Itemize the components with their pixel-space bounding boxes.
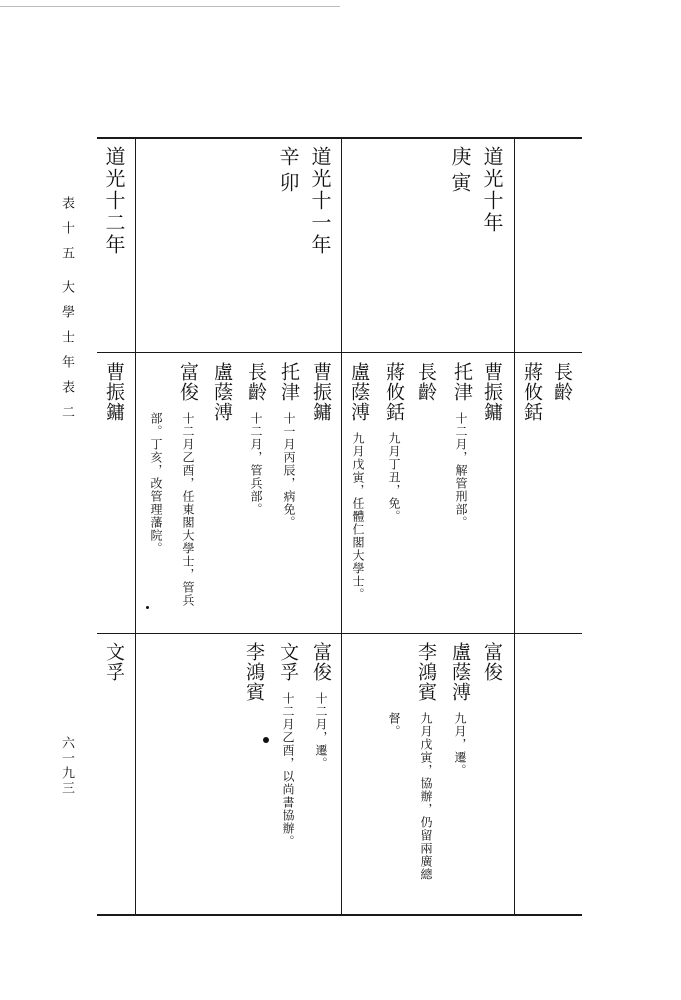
entry-note-continuation: 督。 — [387, 712, 401, 738]
table-bottom-rule — [97, 914, 582, 916]
scan-edge-mark — [0, 6, 340, 7]
entry-name: 盧蔭溥 — [348, 362, 370, 422]
entry-note: 十二月，管兵部。 — [249, 412, 263, 516]
entry-name: 富俊 — [481, 642, 503, 682]
column-rule-2 — [341, 137, 342, 916]
entry-note: 九月丁丑，免。 — [387, 432, 401, 523]
year-daoguang-11: 道光十一年 — [308, 146, 332, 256]
entry-note-continuation: 部。丁亥，改管理藩院。 — [149, 412, 163, 555]
entry-note: 十二月，遷。 — [314, 692, 328, 770]
entry-name: 曹振鏞 — [310, 362, 332, 422]
entry-note: 九月戊寅，協辦，仍留兩廣總 — [419, 712, 433, 881]
row-rule-1 — [97, 352, 582, 353]
entry-note: 十二月，解管刑部。 — [454, 412, 468, 529]
entry-name: 李鴻賓 — [243, 642, 265, 702]
year-daoguang-10: 道光十年 — [480, 146, 504, 234]
entry-note: 十二月乙酉，任東閣大學士，管兵 — [181, 412, 195, 607]
entry-note: 十一月丙辰，病免。 — [282, 412, 296, 529]
entry-name: 盧蔭溥 — [211, 362, 233, 422]
entry-name: 托津 — [278, 362, 300, 402]
ganzhi-gengyin: 庚寅 — [448, 146, 472, 198]
entry-note: 十二月乙酉，以尚書協辦。 — [281, 692, 295, 848]
entry-name: 長齡 — [415, 362, 437, 402]
entry-name: 文孚 — [277, 642, 299, 682]
entry-name: 富俊 — [310, 642, 332, 682]
entry-note: 九月，遷。 — [453, 712, 467, 777]
entry-name: 文孚 — [103, 642, 125, 682]
entry-name: 富俊 — [177, 362, 199, 402]
table-title: 表十五 — [59, 196, 74, 271]
page-number: 六一九三 — [59, 736, 74, 796]
table-subtitle: 大學士年表二 — [59, 280, 74, 430]
entry-name: 盧蔭溥 — [449, 642, 471, 702]
entry-name: 長齡 — [245, 362, 267, 402]
ganzhi-xinmao: 辛卯 — [276, 146, 300, 198]
table-top-rule — [97, 137, 582, 139]
entry-name: 李鴻賓 — [415, 642, 437, 702]
column-rule-1 — [514, 137, 515, 916]
entry-note: 九月戊寅，任體仁閣大學士。 — [351, 432, 365, 601]
entry-name: 蔣攸銛 — [521, 362, 543, 422]
row-rule-2 — [97, 633, 582, 634]
entry-name: 蔣攸銛 — [383, 362, 405, 422]
entry-name: 曹振鏞 — [481, 362, 503, 422]
ink-speck — [146, 606, 149, 609]
entry-name: 長齡 — [551, 362, 573, 402]
entry-name: 托津 — [451, 362, 473, 402]
year-daoguang-12: 道光十二年 — [102, 146, 126, 256]
column-rule-3 — [135, 137, 136, 916]
entry-name: 曹振鏞 — [103, 362, 125, 422]
ink-dot — [263, 737, 269, 743]
